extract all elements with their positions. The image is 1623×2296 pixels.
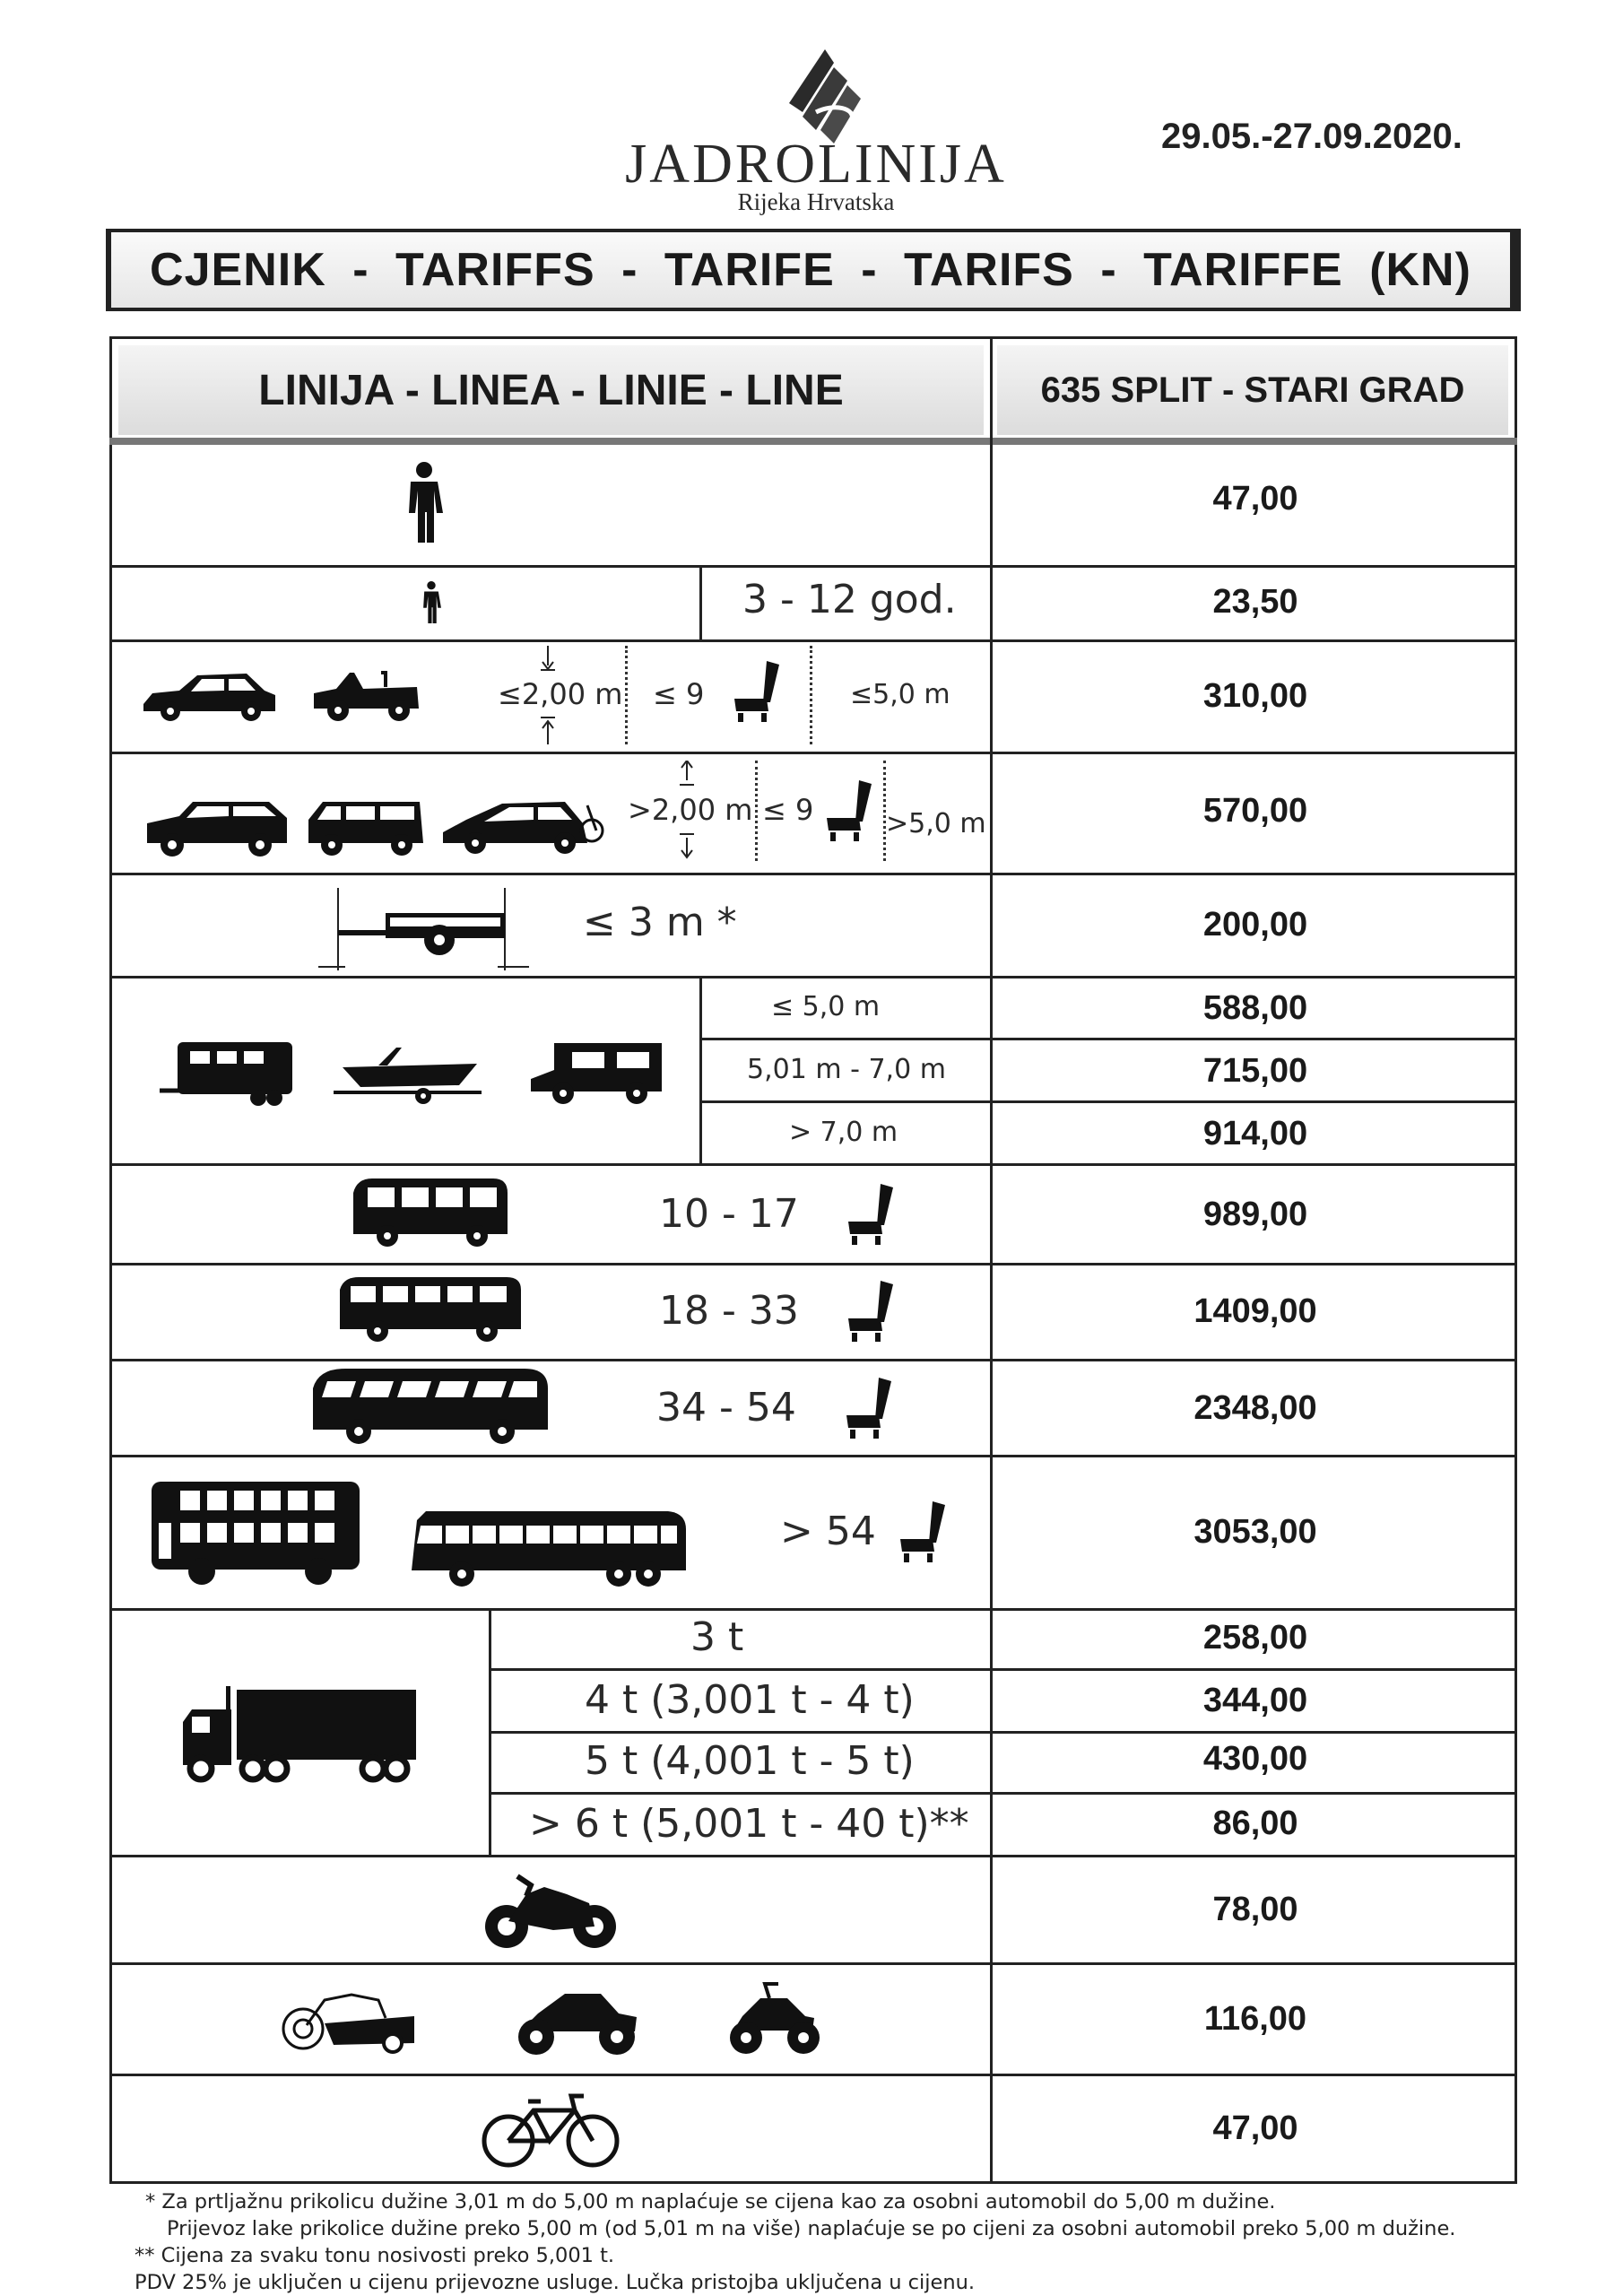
row-divider <box>109 873 1517 875</box>
row-divider <box>109 2074 1517 2076</box>
cell-divider <box>489 1608 491 1855</box>
seat-icon <box>897 1500 949 1564</box>
price-adult: 47,00 <box>1212 480 1298 517</box>
sub-row-divider <box>489 1731 1517 1734</box>
seat-range-label: > 54 <box>780 1509 876 1554</box>
brand-name: JADROLINIJA <box>625 134 1007 195</box>
row-divider <box>109 565 1517 568</box>
sub-row-divider <box>699 1100 1517 1103</box>
car-with-bikes-icon <box>439 787 610 859</box>
boat-trailer-icon <box>334 1040 482 1105</box>
column-header-line: LINIJA - LINEA - LINIE - LINE <box>118 345 984 435</box>
length-option-label: 5,01 m - 7,0 m <box>747 1054 946 1085</box>
trailer-length-label: ≤ 3 m * <box>583 900 737 945</box>
seat-icon <box>843 1376 895 1440</box>
footnote-light-trailer: Prijevoz lake prikolice dužine preko 5,00 m (od 5,01 m na više) naplaćuje se po cijeni za osobni automobil preko 5,00 m dužine. <box>167 2217 1456 2240</box>
caravan-icon <box>160 1039 299 1109</box>
seat-limit-label: ≤ 9 <box>653 677 705 711</box>
price-truck-per-ton: 86,00 <box>1212 1805 1298 1842</box>
price-midibus: 1409,00 <box>1193 1292 1317 1330</box>
height-limit-label: ≤2,00 m <box>498 677 623 711</box>
row-divider <box>109 1359 1517 1361</box>
length-limit-label: >5,0 m <box>886 808 986 839</box>
row-divider <box>109 976 1517 978</box>
price-column-divider <box>990 336 993 2184</box>
length-option-label: > 7,0 m <box>789 1117 898 1148</box>
row-divider <box>109 1455 1517 1457</box>
seat-range-label: 18 - 33 <box>659 1288 799 1334</box>
price-bus: 2348,00 <box>1193 1389 1317 1427</box>
price-truck-5t: 430,00 <box>1202 1740 1308 1778</box>
footnote-trailer: * Za prtljažnu prikolicu dužine 3,01 m do 5,00 m naplaćuje se cijena kao za osobni automobil do 5,00 m dužine. <box>145 2190 1276 2213</box>
validity-date: 29.05.-27.09.2020. <box>1161 117 1462 156</box>
sidecar-icon <box>280 1973 419 2056</box>
cell-divider <box>699 565 702 639</box>
price-caravan-long: 914,00 <box>1202 1115 1308 1152</box>
price-caravan-medium: 715,00 <box>1202 1052 1308 1090</box>
car-small-icon <box>139 668 282 724</box>
price-caravan-short: 588,00 <box>1202 989 1308 1027</box>
row-divider <box>109 1163 1517 1166</box>
tariff-title-banner <box>106 229 1521 311</box>
child-icon <box>418 581 445 624</box>
price-truck-4t: 344,00 <box>1202 1682 1308 1719</box>
tariff-title: CJENIK - TARIFFS - TARIFE - TARIFS - TARIFFE (KN) <box>150 244 1471 296</box>
truck-icon <box>179 1686 421 1785</box>
seat-icon <box>823 778 875 843</box>
footnotes <box>135 2188 1569 2296</box>
height-limit-label: >2,00 m <box>628 793 753 827</box>
price-bicycle: 47,00 <box>1212 2109 1298 2147</box>
seat-limit-label: ≤ 9 <box>762 793 814 827</box>
price-coach: 3053,00 <box>1193 1513 1317 1551</box>
dotted-divider <box>625 646 628 744</box>
row-divider <box>109 639 1517 642</box>
price-sidecar-quad: 116,00 <box>1203 2000 1307 2038</box>
price-child: 23,50 <box>1212 583 1298 621</box>
child-age-label: 3 - 12 god. <box>742 577 957 622</box>
quad-bike-icon <box>511 1978 644 2058</box>
seat-range-label: 34 - 54 <box>656 1385 796 1431</box>
price-motorcycle: 78,00 <box>1212 1891 1298 1928</box>
dotted-divider <box>755 761 758 861</box>
dotted-divider <box>810 646 812 744</box>
minibus-icon <box>350 1175 511 1251</box>
double-decker-icon <box>148 1478 363 1587</box>
seat-icon <box>845 1182 897 1247</box>
price-truck-3t: 258,00 <box>1202 1619 1308 1657</box>
row-divider <box>109 1263 1517 1265</box>
row-divider <box>109 1855 1517 1857</box>
row-divider <box>109 1608 1517 1611</box>
column-header-route: 635 SPLIT - STARI GRAD <box>997 345 1508 435</box>
sub-row-divider <box>489 1668 1517 1671</box>
camper-icon <box>527 1036 671 1109</box>
car-large-icon <box>143 796 291 859</box>
trailer-icon <box>318 888 529 970</box>
footnote-per-ton: ** Cijena za svaku tonu nosivosti preko 5,001 t. <box>135 2244 615 2267</box>
jeep-icon <box>309 662 424 725</box>
brand-location: Rijeka Hrvatska <box>737 188 895 215</box>
atv-icon <box>725 1980 823 2059</box>
coach-icon <box>408 1502 690 1592</box>
bus-icon <box>309 1365 551 1448</box>
price-trailer: 200,00 <box>1202 906 1308 944</box>
seat-range-label: 10 - 17 <box>659 1191 799 1237</box>
length-limit-label: ≤5,0 m <box>850 679 950 710</box>
seat-icon <box>731 659 783 724</box>
cell-divider <box>699 976 702 1163</box>
header-divider <box>109 438 1517 445</box>
price-minibus: 989,00 <box>1202 1196 1308 1233</box>
price-car-large: 570,00 <box>1202 792 1308 830</box>
row-divider <box>109 1962 1517 1965</box>
motorcycle-icon <box>482 1867 621 1952</box>
sub-row-divider <box>699 1038 1517 1040</box>
footnote-vat: PDV 25% je uključen u cijenu prijevozne usluge. Lučka pristojba uključena u cijenu. <box>135 2271 976 2294</box>
price-car-small: 310,00 <box>1202 677 1308 715</box>
sub-row-divider <box>489 1792 1517 1795</box>
midibus-icon <box>336 1274 525 1345</box>
seat-icon <box>845 1279 897 1344</box>
weight-option-label: > 6 t (5,001 t - 40 t)** <box>529 1801 969 1847</box>
weight-option-label: 3 t <box>690 1614 744 1660</box>
weight-option-label: 5 t (4,001 t - 5 t) <box>585 1738 915 1784</box>
van-icon <box>305 796 426 859</box>
bicycle-icon <box>482 2085 621 2170</box>
row-divider <box>109 752 1517 754</box>
length-option-label: ≤ 5,0 m <box>771 991 881 1022</box>
adult-icon <box>402 462 447 544</box>
weight-option-label: 4 t (3,001 t - 4 t) <box>585 1677 915 1723</box>
